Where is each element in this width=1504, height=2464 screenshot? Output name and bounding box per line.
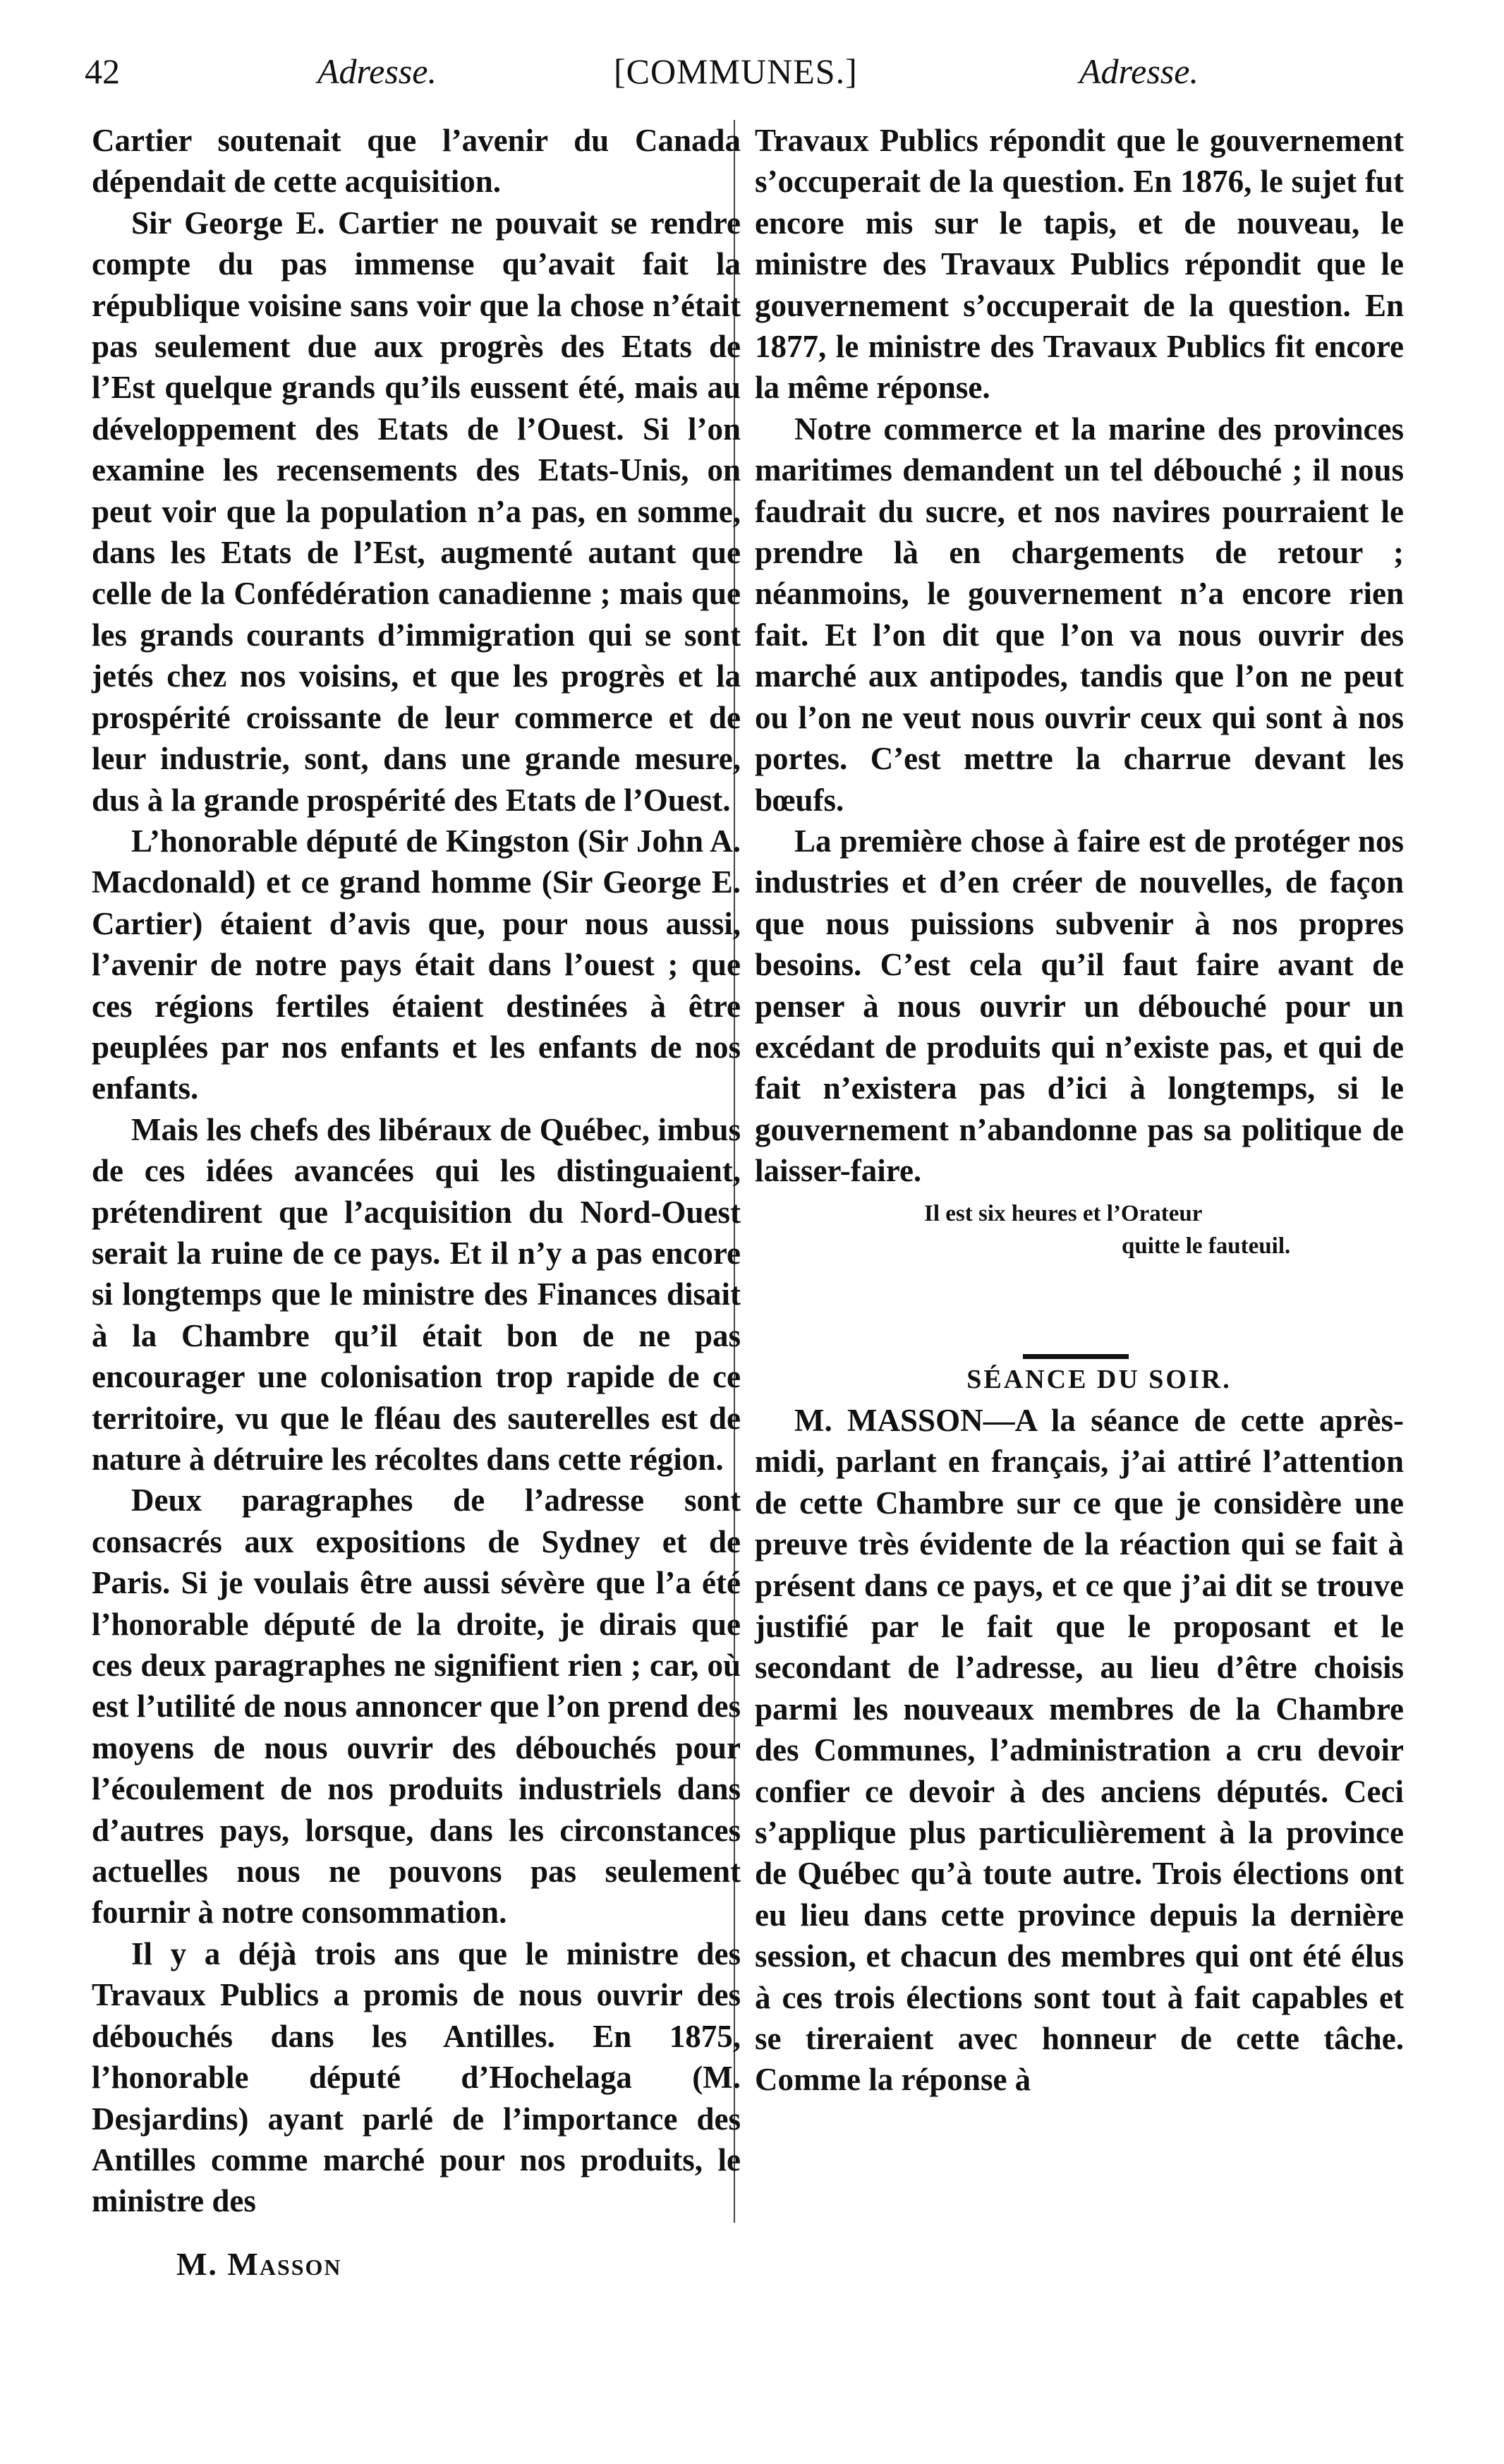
paragraph: Il y a déjà trois ans que le ministre des Travaux Publics a promis de nous ouvrir des débouchés dans les Antilles. En 1875, l’honorable député d’Hochelaga (M. Desjardins) ayant parlé de l’importance des Antilles comme marché pour nos produits, le ministre des <box>92 1935 741 2219</box>
section-heading: SÉANCE DU SOIR. <box>966 1364 1232 1394</box>
paragraph: Notre commerce et la marine des provinces maritimes demandent un tel débouché ; il nous faudrait du sucre, et nos navires pourraient le prendre là en chargements de retour ; néanmoins, le gouvernement n’a encore rien fait. Et l’on dit que l’on va nous ouvrir des marché aux antipodes, tandis que l’on ne peut ou l’on ne veut nous ouvrir ceux qui sont à nos portes. C’est mettre la charrue devant les bœufs. <box>755 411 1404 818</box>
note-line-2: quitte le fauteuil. <box>1122 1233 1291 1259</box>
paragraph: L’honorable député de Kingston (Sir John A. Macdonald) et ce grand homme (Sir George E. Cartier) étaient d’avis que, pour nous aussi, l’avenir de notre pays était dans l’ouest ; que ces régions fertiles étaient destinées à être peuplées par nos enfants et les enfants de nos enfants. <box>92 823 741 1106</box>
note-line-1: Il est six heures et l’Orateur <box>924 1200 1203 1226</box>
paragraph: Mais les chefs des libéraux de Québec, imbus de ces idées avancées qui les distinguaient, prétendirent que l’acquisition du Nord-Ouest serait la ruine de ce pays. Et il n’y a pas encore si longtemps que le ministre des Finances disait à la Chambre qu’il était bon de ne pas encourager une colonisation trop rapide de ce territoire, vu que le fléau des sauterelles est de nature à détruire les récoltes dans cette région. <box>92 1111 741 1477</box>
paragraph: M. MASSON—A la séance de cette après-midi, parlant en français, j’ai attiré l’attention de cette Chambre sur ce que je considère une preuve très évidente de la réaction qui se fait à présent dans ce pays, et ce que j’ai dit se trouve justifié par le fait que le proposant et le secondant de l’adresse, au lieu d’être choisis parmi les nouveaux membres de la Chambre des Communes, l’administration a cru devoir confier ce devoir à des anciens députés. Ceci s’applique plus particulièrement à la province de Québec qu’à toute autre. Trois élections ont eu lieu dans cette province depuis la dernière session, et chacun des membres qui ont été élus à ces trois élections sont tout à fait capables et se tireraient avec honneur de cette tâche. Comme la réponse à <box>755 1402 1404 2098</box>
page-header <box>85 40 1411 103</box>
paragraph: La première chose à faire est de protéger nos industries et d’en créer de nouvelles, de façon que nous puissions subvenir à nos propres besoins. C’est cela qu’il faut faire avant de penser à nous ouvrir un débouché pour un excédant de produits qui n’existe pas, et qui de fait n’existera pas d’ici à longtemps, si le gouvernement n’abandonne pas sa politique de laisser-faire. <box>755 823 1404 1189</box>
paragraph: Cartier soutenait que l’avenir du Canada dépendait de cette acquisition. <box>92 123 741 200</box>
header-left-title: Adresse. <box>317 52 437 91</box>
header-right-title: Adresse. <box>1079 52 1199 91</box>
left-column <box>92 120 741 2222</box>
right-column <box>755 120 1404 2101</box>
paragraph: Sir George E. Cartier ne pouvait se rendre compte du pas immense qu’avait fait la république voisine sans voir que la chose n’était pas seulement due aux progrès des Etats de l’Est quelque grands qu’ils eussent été, mais au développement des Etats de l’Ouest. Si l’on examine les recensements des Etats-Unis, on peut voir que la population n’a pas, en somme, dans les Etats de l’Est, augmenté autant que celle de la Confédération canadienne ; mais que les grands courants d’immigration qui se sont jetés chez nos voisins, et que les progrès et la prospérité croissante de leur commerce et de leur industrie, sont, dans une grande mesure, dus à la grande prospérité des Etats de l’Ouest. <box>92 205 741 818</box>
header-center-title: [COMMUNES.] <box>614 52 858 91</box>
page-footer-speaker: M. Masson <box>176 2246 342 2282</box>
section-separator <box>1023 1354 1129 1359</box>
paragraph: Deux paragraphes de l’adresse sont consacrés aux expositions de Sydney et de Paris. Si je voulais être aussi sévère que l’a été l’honorable député de la droite, je dirais que ces deux paragraphes ne signifient rien ; car, où est l’utilité de nous annoncer que l’on prend des moyens de nous ouvrir des débouchés pour l’écoulement de nos produits industriels dans d’autres pays, lorsque, dans les circonstances actuelles nous ne pouvons pas seulement fournir à notre consommation. <box>92 1482 741 1931</box>
page-number: 42 <box>85 52 120 91</box>
session-note <box>755 1197 1404 1262</box>
paragraph: Travaux Publics répondit que le gouvernement s’occuperait de la question. En 1876, le sujet fut encore mis sur le tapis, et de nouveau, le ministre des Travaux Publics répondit que le gouvernement s’occuperait de la question. En 1877, le ministre des Travaux Publics fit encore la même réponse. <box>755 123 1404 406</box>
